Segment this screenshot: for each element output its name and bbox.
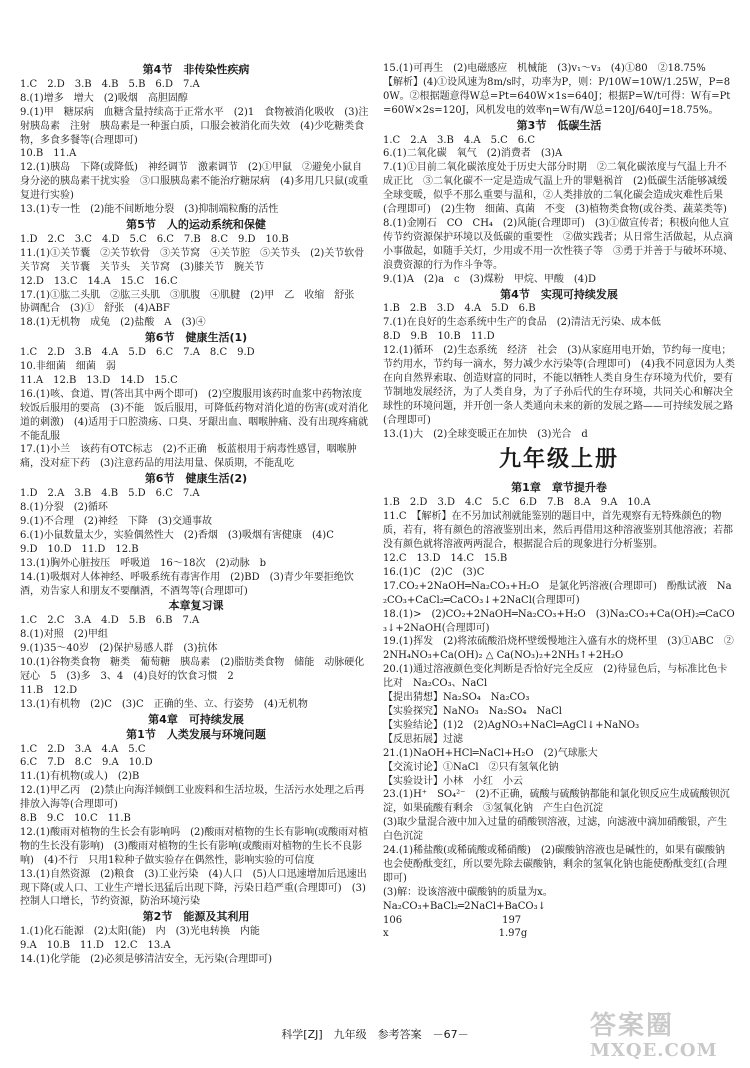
answer-line: 17.(1)小兰 该药有OTC标志 (2)不正确 板蓝根用于病毒性感冒，咽喉肿痛，没对症下药 (3)注意药品的用法用量、保质期，不能乱吃 [20,444,357,470]
answer-line: 1.C 2.D 3.A 4.A 5.C [20,743,146,755]
answer-line: 20.(1)通过溶液颜色变化判断是否恰好完全反应 (2)待显色后，与标准比色卡比对 Na₂CO₃、NaCl [383,664,728,690]
answer-line: 【实验探究】NaNO₃ Na₂SO₄ NaCl [383,705,563,717]
answer-line: 12.(1)甲乙丙 (2)禁止向海洋倾倒工业废料和生活垃圾，生活污水处理之后再排放入海等(合理即可) [20,785,365,811]
answer-line: 16.(1)C (2)C (3)C [383,566,485,578]
answer-line: 11.C 【解析】在不另加试剂就能鉴别的题目中，首先观察有无特殊颜色的物质，若有，将有颜色的溶液鉴别出来，然后再借用这种溶液鉴别其他溶液；若都没有颜色就将溶液两两混合，根据混合后的现象进行分析鉴别。 [383,511,733,551]
answer-line: 8.B 9.C 10.C 11.B [20,813,131,825]
answer-line: 13.(1)自然资源 (2)粮食 (3)工业污染 (4)人口 (5)人口迅速增加后迅速出现下降(或人口、工业生产增长迅猛后出现下降，污染日趋严重(合理即可) (3)控制人口增长，节约资源，防治环境污染 [20,868,367,908]
section-heading: 第2节 能源及其利用 [142,910,250,924]
answer-line: 13.(1)大 (2)全球变暖正在加快 (3)光合 d [383,428,588,440]
answer-line: 13.(1)专一性 (2)能不间断地分裂 (3)抑制端粒酶的活性 [20,204,279,216]
answer-line: 11.B 12.D [20,684,78,696]
answer-line: 18.(1)> (2)CO₂+2NaOH═Na₂CO₃+H₂O (3)Na₂CO₃+Ca(OH)₂═CaCO₃↓+2NaOH(合理即可) [383,608,735,634]
answer-line: 14.(1)化学能 (2)必须是够清洁安全，无污染(合理即可) [20,954,273,966]
answer-line: 1.B 2.D 3.D 4.C 5.C 6.D 7.B 8.A 9.A 10.A [383,497,651,509]
answer-line: 13.(1)有机物 (2)C (3)C 正确的坐、立、行姿势 (4)无机物 [20,698,308,710]
section-heading: 第6节 健康生活(2) [144,472,248,486]
section-heading: 第1节 人类发展与环境问题 [126,727,266,741]
watermark-line1: 答案圈 [590,1011,675,1041]
section-heading: 第6节 健康生活(1) [144,331,248,345]
answer-line: 21.(1)NaOH+HCl═NaCl+H₂O (2)气球胀大 [383,747,598,759]
answer-line: 9.(1)A (2)a c (3)煤粉 甲烷、甲酸 (4)D [383,273,597,285]
answer-line: 12.(1)酸雨对植物的生长会有影响吗 (2)酸雨对植物的生长有影响(或酸雨对植物的生长没有影响) (3)酸雨对植物的生长有影响(或酸雨对植物的生长不良影响) (4)不行 只用1粒种子做实验存在偶然性，影响实验的可信度 [20,826,369,866]
answer-line: 10.(1)谷物类食物 糖类 葡萄糖 胰岛素 (2)脂肪类食物 储能 动脉硬化 冠心 5 (3)多 3、4 (4)良好的饮食习惯 2 [20,657,375,682]
answer-line: 1.C 2.D 3.B 4.B 5.B 6.D 7.A [20,78,200,90]
answer-line: (3)取少量混合液中加入过量的硝酸钡溶液，过滤，向滤液中滴加硝酸银，产生白色沉淀 [383,817,728,843]
answer-line: 1.C 2.C 3.A 4.D 5.B 6.B 7.A [20,615,200,627]
page-footer: 科学[ZJ] 九年级 参考答案 －67－ [281,1028,469,1041]
answer-line: 1.B 2.B 3.D 4.A 5.D 6.B [383,303,536,315]
watermark-logo [590,1005,740,1063]
answer-line: 17.CO₂+2NaOH═Na₂CO₃+H₂O 是氯化钙溶液(合理即可) 酚酞试液 Na₂CO₃+CaCl₂═CaCO₃↓+2NaCl(合理即可) [383,580,732,606]
answer-line: 15.(1)可再生 (2)电磁感应 机械能 (3)v₁～v₃ (4)①80 ②18.75% [383,63,706,74]
answer-line: Na₂CO₃+BaCl₂═2NaCl+BaCO₃↓ [383,900,546,912]
answer-line: 23.(1)H⁺ SO₄²⁻ (2)不正确，硫酸与硫酸钠都能和氯化钡反应生成硫酸钡沉淀，如果硫酸有剩余 ③氢氧化钠 产生白色沉淀 [383,789,730,815]
answer-line: 1.C 2.A 3.B 4.A 5.C 6.C [383,134,535,146]
answer-line: 6.(1)小鼠数量太少，实验偶然性大 (2)香烟 (3)吸烟有害健康 (4)C [20,529,334,541]
answer-line: 9.(1)35～40岁 (2)保护易感人群 (3)抗体 [20,643,218,655]
answer-line: 12.D 13.C 14.A 15.C 16.C [20,275,178,287]
answer-line: 24.(1)稀盐酸(或稀硫酸或稀硝酸) (2)碳酸钠溶液也是碱性的，如果有碳酸钠也会使酚酞变红，所以要先除去碳酸钠，剩余的氢氧化钠也能使酚酞变红(合理即可) [383,845,727,884]
answer-line: 11.A 12.B 13.D 14.D 15.C [20,374,178,386]
answer-line: 18.(1)无机物 成兔 (2)盐酸 A (3)④ [20,317,206,329]
answer-line: 10.非细菌 细菌 弱 [20,361,116,373]
answer-line: 1.(1)化石能源 (2)太阳(能) 内 (3)光电转换 内能 [20,926,260,938]
answer-line: (3)解：设该溶液中碳酸钠的质量为x。 [383,886,553,898]
answer-line: 【解析】(4)①设风速为8m/s时，功率为P，则：P/10W=10W/1.25W，P=80W。②根据题意得W总=Pt=640W×1s=640J；根据P=W/t可得：W有=Pt=60W×2s=120J，风机发电的效率η=W有/W总=120J/640J=18.75%。 [383,76,731,116]
right-column [383,62,735,941]
answer-line: 1.D 2.A 3.B 4.B 5.D 6.C 7.A [20,488,200,500]
answer-line: 8.(1)增多 增大 (2)吸烟 高胆固醇 [20,92,188,104]
answer-line: 12.C 13.D 14.C 15.B [383,553,508,564]
answer-line: 14.(1)吸烟对人体神经、呼吸系统有毒害作用 (2)BD (3)青少年要拒绝饮酒，劝告家人和朋友不要酗酒，不酒驾等(合理即可) [20,571,354,597]
answer-line: 【交流讨论】①NaCl ②只有氢氧化钠 [383,761,559,773]
answer-line: 8.(1)对照 (2)甲组 [20,629,108,641]
answer-line: 8.D 9.B 10.B 11.D [383,331,495,343]
section-heading: 第4节 非传染性疾病 [142,63,250,76]
section-heading: 第4章 可持续发展 [148,712,244,726]
answer-line: 【实验结论】(1)2 (2)AgNO₃+NaCl═AgCl↓+NaNO₃ [383,719,640,731]
answer-line: 7.(1)在良好的生态系统中生产的食品 (2)清洁无污染、成本低 [383,317,661,329]
grade-heading: 九年级上册 [498,447,619,473]
answer-line: 9.D 10.D 11.D 12.B [20,543,139,555]
answer-line: 10.B 11.A [20,148,77,160]
answer-line: 【实验设计】小林 小红 小云 [383,775,523,787]
answer-line: 6.C 7.D 8.C 9.A 10.D [20,757,153,769]
answer-line: 7.(1)①目前二氧化碳浓度处于历史大部分时期 ②二氧化碳浓度与气温上升不成正比 ③二氧化碳不一定是造成气温上升的罪魁祸首 (2)低碳生活能够减缓全球变暖，似乎不那么重要与温和，②人类排放的二氧化碳会造成灾难性后果(合理即可) (2)生物 细菌、真菌 不变 (3)植物类食物(或谷类、蔬菜类等) [383,162,728,216]
answer-line: 1.C 2.D 3.B 4.A 5.D 6.C 7.A 8.C 9.D [20,347,255,359]
answer-line: 19.(1)挥发 (2)将浓硫酸沿烧杯壁缓慢地注入盛有水的烧杯里 (3)①ABC ②2NH₄NO₃+Ca(OH)₂ △ Ca(NO₃)₂+2NH₃↑+2H₂O [383,636,734,662]
answer-line: 11.(1)有机物(或人) (2)B [20,771,140,783]
answer-line: 11.(1)①关节囊 ②关节软骨 ③关节窝 ④关节腔 ⑤关节头 (2)关节软骨 关节窝 关节囊 关节头 关节窝 (3)膝关节 腕关节 [20,247,375,273]
answer-line: 16.(1)咳、食道、胃(答出其中两个即可) (2)空腹服用该药时血浆中药物浓度较饭后服用的要高 (3)不能 饭后服用，可降低药物对消化道的伤害(或对消化道的刺激) (4)适用于口腔溃疡、口臭、牙龈出血、咽喉肿痛、没有出现疼痛就不能乱服 [20,388,369,442]
answer-line: 12.(1)胰岛 下降(或降低) 神经调节 激素调节 (2)①甲鼠 ②避免小鼠自身分泌的胰岛素干扰实验 ③口服胰岛素不能治疗糖尿病 (4)多用几只鼠(或重复进行实验) [20,162,369,202]
answer-line: 106 197 [383,914,522,926]
answer-line: 8.(1)金刚石 CO CH₄ (2)风能(合理即可) (3)①做宣传者；积极向他人宣传节约资源保护环境以及低碳的重要性 ②做实践者；从日常生活做起，从点滴小事做起，如随手关灯，少用或不用一次性筷子等 ③勇于并善于与破坏环境、浪费资源的行为作斗争等。 [383,217,733,271]
answer-line: 12.(1)循环 (2)生态系统 经济 社会 (3)从家庭用电开始，节约每一度电；节约用水，节约每一滴水，努力减少水污染等(合理即可) (4)我不同意因为人类在向自然界索取、创造财富的同时，不能以牺牲人类自身生存环境为代价，要有节制地发展经济，为了人类自身，为了子孙后代的生存环境，共同关心和解决全球性的环境问题，并开创一条人类通向未来的新的发展之路——可持续发展之路(合理即可) [383,345,735,426]
answer-line: 9.(1)不合理 (2)神经 下降 (3)交通事故 [20,516,213,527]
answer-line: 9.(1)甲 糖尿病 血糖含量持续高于正常水平 (2)1 食物被消化吸收 (3)注射胰岛素 注射 胰岛素是一种蛋白质，口服会被消化而失效 (4)少吃糖类食物，多食多餐等(合理即可) [20,106,369,146]
answer-line: 8.(1)分裂 (2)循环 [20,502,108,514]
answer-line: 17.(1)①肱二头肌 ②肱三头肌 ③肌腹 ④肌腱 (2)甲 乙 收缩 舒张 协调配合 (3)① 舒张 (4)ABF [20,289,365,315]
answer-line: 6.(1)二氧化碳 氧气 (2)消费者 (3)A [383,148,563,160]
section-heading: 本章复习课 [168,599,224,613]
section-heading: 第4节 实现可持续发展 [500,287,618,301]
left-column [20,62,375,967]
answer-line: 13.(1)胸外心脏按压 呼吸道 16～18次 (2)动脉 b [20,557,267,569]
answer-line: 【提出猜想】Na₂SO₄ Na₂CO₃ [383,692,530,704]
watermark-line2: MXQE.COM [590,1040,718,1061]
answer-line: x 1.97g [383,928,528,940]
section-heading: 第3节 低碳生活 [516,118,602,132]
section-heading: 第1章 章节提升卷 [511,481,607,495]
answer-line: 1.D 2.C 3.C 4.D 5.C 6.C 7.B 8.C 9.D 10.B [20,233,289,245]
answer-line: 9.A 10.B 11.D 12.C 13.A [20,940,171,952]
answer-line: 【反思拓展】过滤 [383,733,463,745]
section-heading: 第5节 人的运动系统和保健 [126,217,266,231]
